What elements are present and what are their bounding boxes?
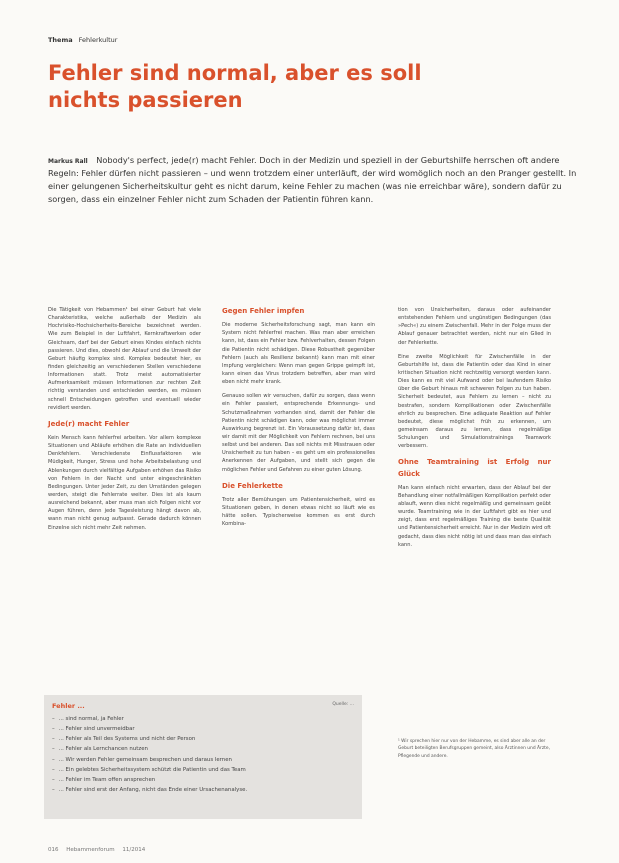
kicker-section: Thema [48, 36, 73, 44]
col3-paragraph-2: Eine zweite Möglichkeit für Zwischenfälle in der Geburtshilfe ist, dass die Patientin oder das Kind in einer kritischen Situation nicht rechtzeitig versorgt werden kann. Dies kann es mit viel Aufwand oder bei laufendem Risiko über die Geburt hinaus mit schweren Folgen zu tun haben. Sicherheit bedeutet, aus Fehlern zu lernen – nicht zu bestrafen, sondern Komplikationen oder Zwischenfälle ehrlich zu besprechen. Eine adäquate Reaktion auf Fehler bedeutet, diese möglichst früh zu erkennen, um gemeinsam daraus zu lernen, dass regelmäßige Schulungen und Simulationstrainings Teamwork verbessern. [398, 353, 551, 450]
column-3 [398, 306, 551, 555]
article-title [48, 60, 468, 114]
list-item: – ... Fehler sind unvermeidbar [52, 724, 352, 734]
col2-paragraph-3: Trotz aller Bemühungen um Patientensicherheit, wird es Situationen geben, in denen etwas nicht so läuft wie es hätte sollen. Typischerweise kommen es erst durch Kombina- [222, 496, 375, 528]
column-1 [48, 306, 201, 538]
info-box-heading: Fehler ... [52, 702, 85, 710]
list-item: – ... Ein gelebtes Sicherheitssystem schützt die Patientin und das Team [52, 765, 352, 775]
info-box-list [52, 714, 352, 795]
list-item: – ... Fehler als Lernchancen nutzen [52, 744, 352, 754]
column-2 [222, 306, 375, 534]
page-number: 016 [48, 847, 59, 853]
col1-paragraph-2: Kein Mensch kann fehlerfrei arbeiten. Vor allem komplexe Situationen und Abläufe erhöhen die Rate an individuellen Denkfehlern. Verschiedenste Einflussfaktoren wie Müdigkeit, Hunger, Stress und hohe Arbeitsbelastung und Ablenkungen durch vielfältige Aufgaben erhöhen das Risiko von Fehlern in der Nacht und unter eingeschränkten Bedingungen. Unter jeder Zeit, zu den Umständen gelegen werden, steigt die Fehlerrate weiter. Dies ist als kaum ausreichend bekannt, aber muss man sich Folgen nicht vor Augen führen, denn jede Tagesleistung hängt davon ab, wann man nicht genug aufpasst. Gerade dadurch können Einzelne sich nicht mehr Zeit nehmen. [48, 435, 201, 531]
col3-heading-1: Ohne Teamtraining ist Erfolg nur Glück [398, 458, 551, 478]
issue-number: 11/2014 [122, 847, 146, 853]
list-item: – ... Wir werden Fehler gemeinsam besprechen und daraus lernen [52, 755, 352, 765]
col2-heading-2: Die Fehlerkette [222, 481, 283, 490]
col2-heading-1: Gegen Fehler impfen [222, 307, 305, 315]
info-box-source: Quelle: ... [332, 702, 354, 707]
col3-paragraph-1: tion von Unsicherheiten, daraus oder aufeinander entstehenden Fehlern und ungünstigen Bedingungen (das »Pech«) zu einem Zwischenfall. Mehr in der Folge muss der Ablauf genauer betrachtet werden, nicht nur ein Glied in der Fehlerkette. [398, 307, 551, 346]
journal-name: Hebammenforum [66, 847, 115, 853]
list-item: – ... Fehler sind erst der Anfang, nicht das Ende einer Ursachenanalyse. [52, 785, 352, 795]
kicker [48, 36, 117, 44]
title-line-1: Fehler sind normal, aber es soll [48, 61, 422, 85]
title-line-2: nichts passieren [48, 87, 243, 112]
lead-paragraph [48, 154, 578, 206]
list-item: – ... Fehler als Teil des Systems und nicht der Person [52, 734, 352, 744]
list-item: – ... sind normal, ja Fehler [52, 714, 352, 724]
kicker-topic: Fehlerkultur [78, 36, 118, 44]
author-name: Markus Rall [48, 158, 88, 165]
col3-paragraph-3: Man kann einfach nicht erwarten, dass der Ablauf bei der Behandlung einer notfallmäßigen Komplikation perfekt oder ablauft, wenn dies nicht regelmäßig und gemeinsam geübt wurde. Teamtraining wie in der Luftfahrt gibt es hier und zeigt, dass erst regelmäßiges Training die beste Qualität und Patientensicherheit erreicht. Nur in der Medizin wird oft gedacht, dass dies nicht nötig ist und dass man das einfach kann. [398, 484, 551, 548]
footnote: ¹ Wir sprechen hier nur von der Hebamme, es sind aber alle an der Geburt beteiligten Berufsgruppen gemeint, also Ärztinnen und Ärzte, Pflegende und andere. [398, 739, 550, 759]
info-box [44, 695, 362, 819]
col2-paragraph-2: Genauso sollen wir versuchen, dafür zu sorgen, dass wenn ein Fehler passiert, entsprechende Erkennungs- und Schutzmaßnahmen vorhanden sind, damit der Fehler die Patientin nicht schädigen kann, oder was möglichst immer Auswirkung begrenzt ist. Ein Voraussetzung dafür ist, dass wir damit mit der Möglichkeit von Fehlern rechnen, bei uns selbst und bei anderen. Das soll nichts mit Misstrauen oder Unsicherheit zu tun haben – es geht um ein professionelles Anerkennen der Aufgaben, und stellt sich gegen die möglichen Fehler und Gefahren zu einer guten Lösung. [222, 393, 375, 473]
page-footer [48, 847, 151, 853]
col2-paragraph-1: Die moderne Sicherheitsforschung sagt, man kann ein System nicht fehlerfrei machen. Was man aber erreichen kann, ist, dass ein Fehler bzw. Fehlverhalten, dessen Folgen die Patientin nicht schädigen. Diese Robustheit gegenüber Fehlern (auch als Resilienz bekannt) kann man mit einer Impfung vergleichen: Wenn man gegen Grippe geimpft ist, kann einen das Virus trotzdem betreffen, aber man wird eben nicht mehr krank. [222, 322, 375, 386]
col1-paragraph-1: Die Tätigkeit von Hebammen¹ bei einer Geburt hat viele Charakteristika, welche außerhalb der Medizin als Hochrisiko-Hochsicherheits-Bereiche bezeichnet werden. Wie zum Beispiel in der Luftfahrt, Kernkraftwerken oder Gleichsam, darf bei der Geburt eines Kindes einfach nichts passieren. Und dies, obwohl der Ablauf und die Umwelt der Geburt häufig komplex sind. Komplex bedeutet hier, es finden gleichzeitig an verschiedenen Stellen verschiedene Informationen statt. Trotz meist automatisierter Aufmerksamkeit müssen Informationen zur rechten Zeit richtig verstanden und entschieden werden, es müssen schnell Entscheidungen getroffen und eventuell wieder revidiert werden. [48, 307, 201, 411]
lead-text: Nobody's perfect, jede(r) macht Fehler. Doch in der Medizin und speziell in der Geburtshilfe herrschen oft andere Regeln: Fehler dürfen nicht passieren – und wenn trotzdem einer unterläuft, der wird womöglich noch an den Pranger gestellt. In einer gelungenen Sicherheitskultur geht es nicht darum, keine Fehler zu machen (was nie erreichbar wäre), sondern dafür zu sorgen, dass ein einzelner Fehler nicht zum Schaden der Patientin führen kann. [48, 155, 577, 204]
list-item: – ... Fehler im Team offen ansprechen [52, 775, 352, 785]
col1-heading-1: Jede(r) macht Fehler [48, 419, 130, 428]
